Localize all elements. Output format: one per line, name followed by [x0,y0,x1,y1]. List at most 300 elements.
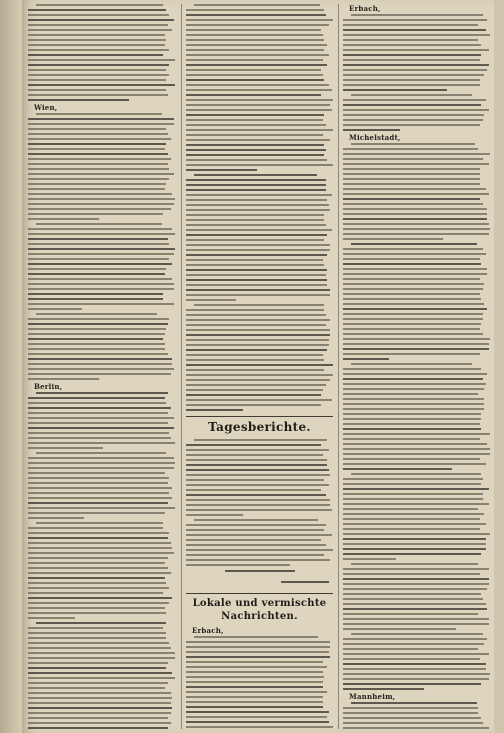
column-middle [186,4,333,729]
text-line [28,487,172,489]
text-line [28,467,174,469]
text-line [343,393,478,395]
note-line-a [225,570,295,572]
text-line [28,128,166,130]
text-line [186,329,330,331]
column-rule [338,4,339,729]
section-rule [186,593,333,594]
text-line [28,89,166,91]
text-line [36,223,162,225]
text-line [28,9,166,11]
text-line [186,79,324,81]
text-line [28,133,168,135]
text-line [186,384,326,386]
text-line [186,314,326,316]
text-line [186,319,330,321]
text-line [186,169,257,171]
text-line [186,691,327,693]
text-line [343,513,484,515]
text-line [186,529,324,531]
text-line [28,293,163,295]
text-line [186,344,329,346]
text-line [28,472,165,474]
text-line [343,148,478,150]
text-line [343,99,486,101]
text-line [28,717,168,719]
text-line [28,263,172,265]
text-line [28,208,171,210]
text-line [28,183,166,185]
text-line [186,444,321,446]
text-line [343,463,486,465]
text-line [28,153,168,155]
text-line [186,706,323,708]
text-line [343,478,483,480]
text-line [28,567,168,569]
text-line [186,359,324,361]
text-line [28,557,168,559]
text-line [186,69,321,71]
text-line [343,598,483,600]
text-line [186,374,333,376]
text-line [186,544,326,546]
text-line [343,413,481,415]
text-line [343,518,480,520]
article-paragraph [28,104,175,220]
text-line [343,373,487,375]
text-line [343,533,490,535]
text-line [186,159,327,161]
text-line [28,462,175,464]
text-line [186,189,326,191]
text-line [186,696,323,698]
text-line [343,218,487,220]
text-line [28,722,171,724]
article-lead: Michelstadt, [349,133,401,142]
text-line [28,432,169,434]
text-line [186,229,332,231]
text-line [186,204,329,206]
text-line [28,397,165,399]
text-line [343,523,486,525]
text-line [343,129,400,131]
text-line [343,183,480,185]
text-line [194,636,318,638]
text-line [343,343,489,345]
text-line [343,528,480,530]
text-line [343,44,481,46]
text-line [28,298,163,300]
text-line [28,14,169,16]
text-line [186,656,330,658]
text-line [28,637,166,639]
text-line [28,213,163,215]
text-line [28,268,166,270]
text-line [28,64,169,66]
text-line [351,94,472,96]
text-line [343,453,490,455]
text-line [28,228,172,230]
text-line [28,727,168,729]
text-line [28,29,172,31]
text-line [186,641,330,643]
text-line [28,273,165,275]
text-line [343,613,478,615]
article-paragraph [343,5,490,91]
text-line [36,313,157,315]
text-line [186,369,324,371]
text-line [28,542,171,544]
text-line [28,512,165,514]
text-line [186,199,327,201]
text-line [343,298,481,300]
text-line [28,288,174,290]
text-line [186,524,326,526]
text-line [28,168,169,170]
text-line [28,138,171,140]
text-line [186,9,324,11]
text-line [343,508,478,510]
text-line [186,399,332,401]
section-heading: Tagesberichte. [208,420,311,434]
text-line [28,54,163,56]
text-line [28,697,172,699]
text-line [28,687,165,689]
text-line [343,593,481,595]
text-line [186,666,327,668]
text-line [28,477,169,479]
text-line [343,208,487,210]
text-line [186,239,324,241]
text-line [186,539,321,541]
text-line [343,348,489,350]
text-line [186,474,330,476]
text-line [28,662,168,664]
text-line [343,378,483,380]
text-line [186,514,243,516]
text-line [28,338,163,340]
text-line [351,243,477,245]
text-line [28,422,168,424]
text-line [343,79,480,81]
text-line [186,716,327,718]
text-line [351,363,472,365]
text-line [343,193,489,195]
article-paragraph [28,622,175,729]
text-line [343,268,487,270]
text-line [343,722,483,724]
text-line [351,563,478,565]
text-line [186,129,333,131]
text-line [343,248,483,250]
text-line [28,303,174,305]
section-note [186,569,333,577]
text-line [343,273,487,275]
text-line [36,392,168,394]
text-line [28,94,168,96]
text-line [343,49,489,51]
article-paragraph [343,693,490,729]
text-line [186,244,330,246]
article-lead: Mannheim, [349,692,396,701]
text-line [186,249,330,251]
text-line [343,383,486,385]
text-line [186,99,333,101]
text-line [343,658,480,660]
text-line [28,278,172,280]
text-line [28,39,166,41]
text-line [343,303,484,305]
text-line [186,294,330,296]
text-line [343,64,489,66]
text-line [186,499,330,501]
text-line [36,452,166,454]
text-line [186,149,326,151]
text-line [28,617,75,619]
text-line [343,278,480,280]
text-line [343,233,489,235]
text-line [28,253,174,255]
column-right [343,4,490,729]
text-line [343,114,484,116]
text-line [28,373,171,375]
text-line [351,702,477,704]
text-line [28,163,168,165]
text-line [186,264,324,266]
text-line [186,646,330,648]
text-line [186,219,324,221]
text-line [343,458,480,460]
section-heading: Lokale und vermischte Nachrichten. [192,598,327,622]
text-line [186,29,321,31]
text-line [28,457,174,459]
text-line [28,248,175,250]
text-line [28,203,174,205]
text-line [343,483,481,485]
text-line [343,578,489,580]
text-line [186,661,323,663]
article-paragraph [28,452,175,519]
text-line [194,4,320,6]
text-line [343,663,486,665]
text-line [186,324,326,326]
text-line [343,493,483,495]
text-line [28,148,165,150]
article-paragraph [186,4,333,171]
signature [186,580,329,588]
text-line [186,259,323,261]
text-line [28,402,166,404]
text-line [343,503,489,505]
text-line [343,648,478,650]
article-paragraph [28,383,175,449]
text-line [186,701,323,703]
signature-line [281,581,329,583]
text-line [343,638,487,640]
text-line [186,549,333,551]
text-line [28,258,169,260]
text-line [343,673,490,675]
text-line [343,308,487,310]
text-line [343,727,489,729]
text-line [28,243,169,245]
text-line [343,333,483,335]
text-line [186,184,326,186]
text-line [343,538,486,540]
article-paragraph [343,363,490,470]
article-paragraph [186,304,333,411]
text-line [28,238,168,240]
text-line [343,608,487,610]
text-line [343,498,483,500]
text-line [343,338,490,340]
text-line [28,407,171,409]
text-line [343,328,480,330]
text-line [186,14,326,16]
text-line [343,213,487,215]
text-line [28,178,169,180]
text-line [186,469,329,471]
column-rule [181,4,182,729]
article-lead: Wien, [34,103,58,112]
article-paragraph [186,627,333,729]
article-lead: Erbach, [349,4,381,13]
article-lead: Erbach, [192,626,224,635]
text-line [28,318,169,320]
text-line [186,24,329,26]
text-line [343,438,480,440]
text-line [343,653,489,655]
text-line [186,711,329,713]
text-line [28,363,172,365]
text-line [186,274,326,276]
text-line [343,603,486,605]
article-paragraph [343,134,490,240]
text-line [343,683,481,685]
article-paragraph [186,519,333,566]
text-line [343,283,484,285]
text-line [28,712,171,714]
text-line [28,99,129,101]
text-line [186,89,332,91]
text-line [28,417,174,419]
text-line [186,464,327,466]
text-line [28,283,174,285]
text-line [186,564,290,566]
text-line [343,388,484,390]
text-line [343,418,481,420]
text-line [186,394,321,396]
text-line [343,258,480,260]
text-line [343,628,456,630]
text-line [28,44,165,46]
text-line [186,309,324,311]
text-line [343,203,483,205]
text-line [28,657,175,659]
text-line [343,188,486,190]
text-line [343,228,490,230]
text-line [186,139,330,141]
text-line [28,218,99,220]
newspaper-page [22,0,494,733]
text-line [343,89,447,91]
text-line [186,484,329,486]
text-line [36,522,163,524]
text-line [186,404,321,406]
text-line [343,124,480,126]
text-line [186,84,329,86]
text-line [343,198,480,200]
text-line [343,443,487,445]
text-line [343,223,489,225]
text-line [186,209,330,211]
article-paragraph [343,473,490,560]
text-line [28,492,169,494]
text-line [343,288,483,290]
text-line [186,289,330,291]
text-line [186,134,323,136]
text-line [343,59,480,61]
text-line [28,682,168,684]
text-line [186,449,329,451]
text-line [28,667,166,669]
text-line [186,39,324,41]
text-line [343,74,484,76]
text-line [28,348,165,350]
text-line [186,554,324,556]
text-line [28,652,175,654]
article-paragraph [28,223,175,310]
text-line [343,583,489,585]
text-line [186,339,329,341]
text-line [351,633,483,635]
article-paragraph [343,633,490,690]
text-line [343,368,481,370]
text-line [28,143,166,145]
text-line [186,671,323,673]
text-line [343,119,483,121]
text-line [28,49,169,51]
text-line [28,532,169,534]
text-line [343,109,489,111]
text-line [343,69,487,71]
text-line [28,24,168,26]
text-line [351,143,475,145]
text-line [343,54,481,56]
text-line [194,174,317,176]
text-line [28,547,172,549]
text-line [186,194,332,196]
text-line [186,479,324,481]
text-line [343,238,443,240]
text-line [186,454,323,456]
text-line [343,153,490,155]
text-line [28,193,172,195]
text-line [28,123,174,125]
text-line [28,502,168,504]
text-line [28,692,171,694]
text-line [28,59,175,61]
text-line [186,364,333,366]
text-line [28,642,169,644]
text-line [343,433,490,435]
text-line [186,334,330,336]
text-line [28,358,172,360]
text-line [28,308,82,310]
text-line [186,721,329,723]
text-line [343,423,480,425]
text-line [186,504,330,506]
